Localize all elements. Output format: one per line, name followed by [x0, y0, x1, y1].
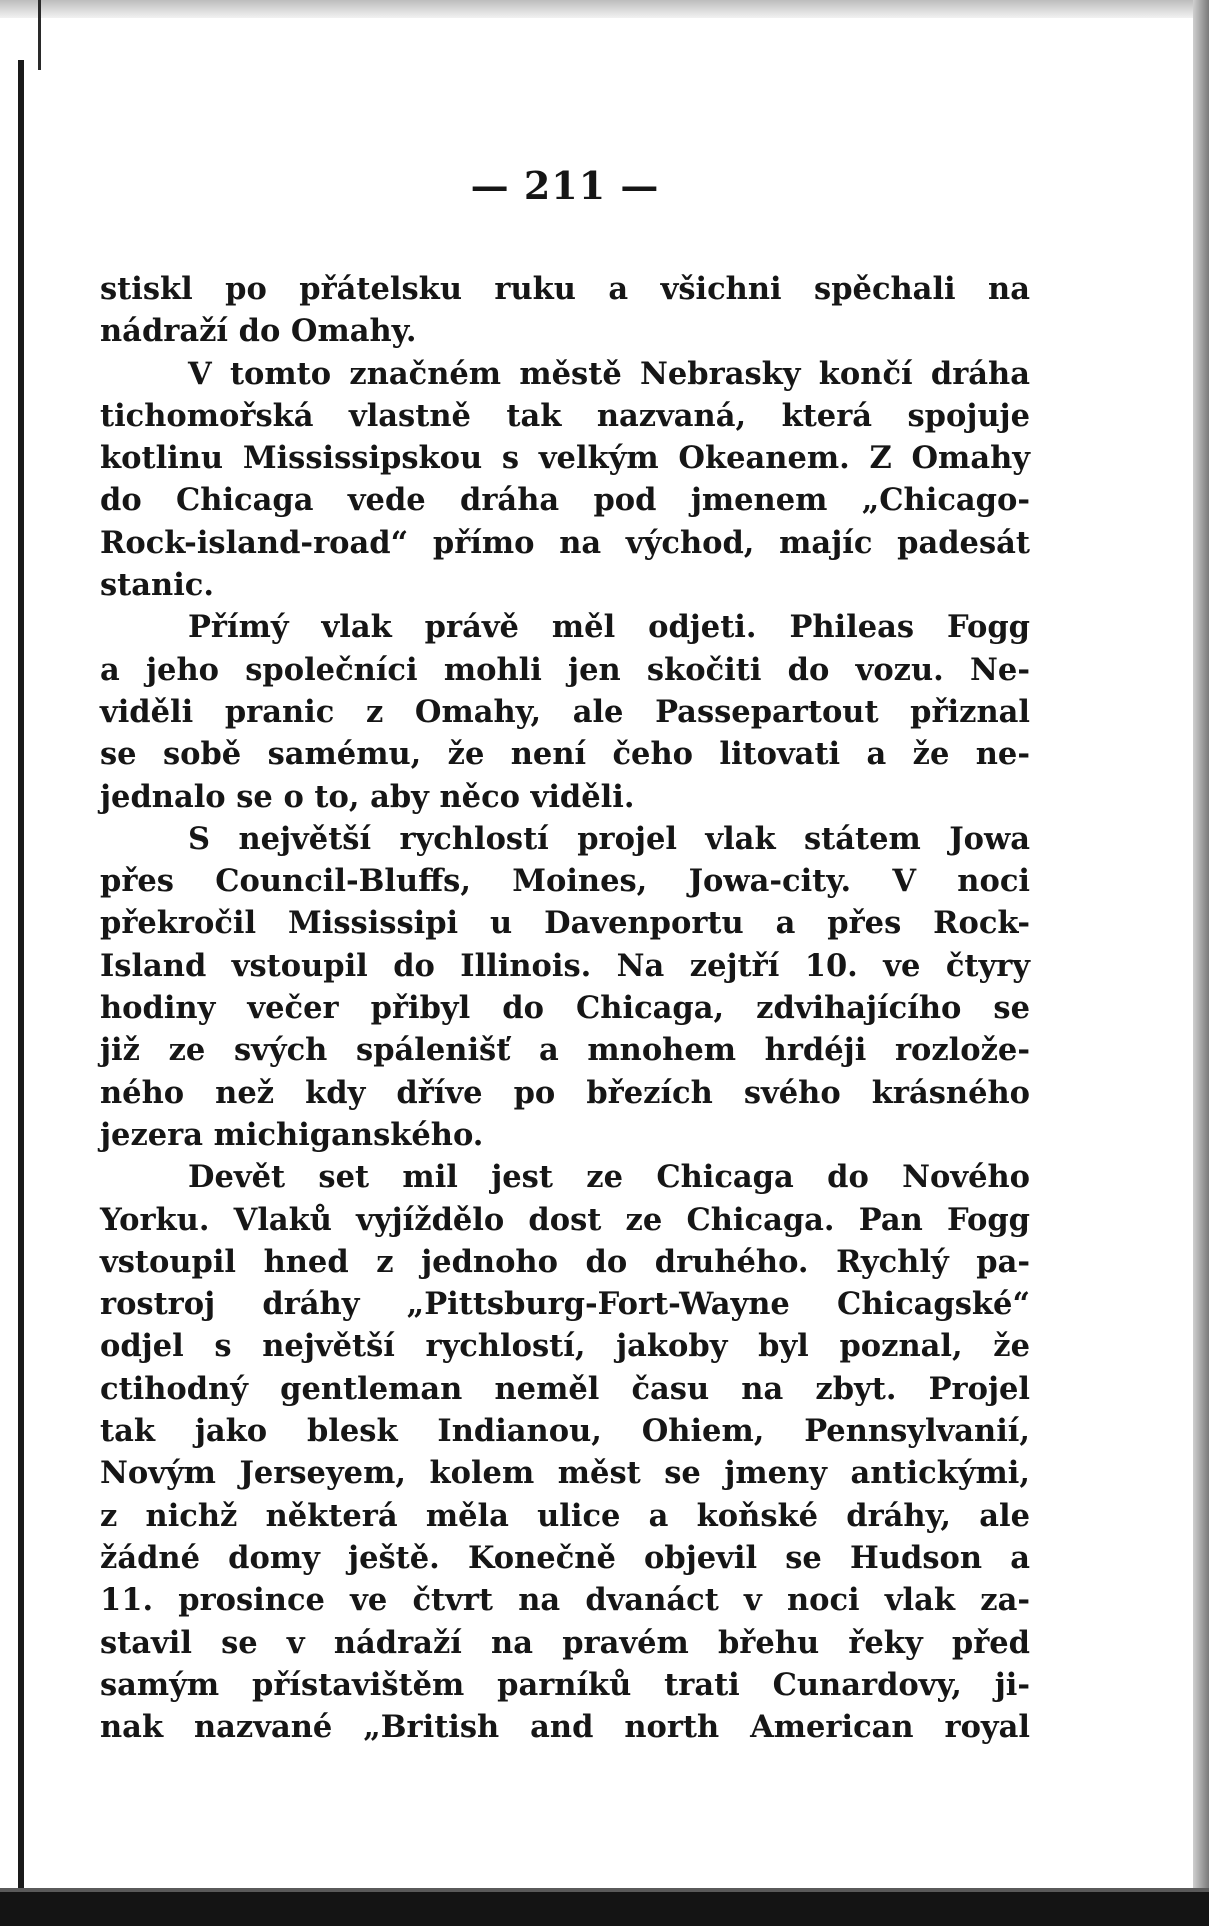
- binding-mark-top: [38, 0, 41, 70]
- text-line: žádné domy ještě. Konečně objevil se Hudson a: [100, 1539, 1030, 1576]
- text-line: S největší rychlostí projel vlak státem Jowa: [188, 820, 1030, 857]
- text-line: V tomto značném městě Nebrasky končí dráha: [188, 355, 1030, 392]
- text-line: stanic.: [100, 567, 214, 604]
- text-line: nak nazvané „British and north American royal: [100, 1709, 1030, 1746]
- text-line: Novým Jerseyem, kolem měst se jmeny antickými,: [100, 1455, 1030, 1492]
- text-line: se sobě samému, že není čeho litovati a že ne-: [100, 736, 1030, 773]
- text-line: jezera michiganského.: [100, 1116, 484, 1153]
- text-line: 11. prosince ve čtvrt na dvanáct v noci vlak za-: [100, 1582, 1030, 1619]
- text-line: stavil se v nádraží na pravém břehu řeky před: [100, 1624, 1030, 1661]
- text-line: tichomořská vlastně tak nazvaná, která spojuje: [100, 397, 1030, 434]
- bottom-scan-border: [0, 1892, 1209, 1926]
- text-line: nádraží do Omahy.: [100, 313, 417, 350]
- text-line: stiskl po přátelsku ruku a všichni spěchali na: [100, 271, 1030, 307]
- text-line: Rock-island-road“ přímo na východ, majíc padesát: [100, 524, 1030, 561]
- text-line: Devět set mil jest ze Chicaga do Nového: [188, 1159, 1030, 1196]
- text-line: z nichž některá měla ulice a koňské dráhy, ale: [100, 1497, 1030, 1534]
- text-line: samým přístavištěm parníků trati Cunardovy, ji-: [100, 1666, 1030, 1703]
- text-line: rostroj dráhy „Pittsburg-Fort-Wayne Chicagské“: [100, 1286, 1030, 1323]
- text-line: vstoupil hned z jednoho do druhého. Rychlý pa-: [100, 1243, 1030, 1280]
- binding-edge: [18, 60, 24, 1890]
- text-line: Island vstoupil do Illinois. Na zejtří 10. ve čtyry: [100, 947, 1030, 984]
- text-line: ctihodný gentleman neměl času na zbyt. Projel: [100, 1370, 1030, 1407]
- text-line: již ze svých spálenišť a mnohem hrdéji rozlože-: [100, 1032, 1030, 1069]
- text-line: viděli pranic z Omahy, ale Passepartout přiznal: [100, 693, 1030, 730]
- text-line: Přímý vlak právě měl odjeti. Phileas Fogg: [188, 609, 1030, 646]
- text-line: Yorku. Vlaků vyjíždělo dost ze Chicaga. Pan Fogg: [100, 1201, 1030, 1238]
- body-text: [100, 268, 1030, 1748]
- text-line: ného než kdy dříve po březích svého krásného: [100, 1074, 1030, 1111]
- text-line: tak jako blesk Indianou, Ohiem, Pennsylvanií,: [100, 1413, 1030, 1450]
- top-edge-shadow: [0, 0, 1209, 18]
- text-line: jednalo se o to, aby něco viděli.: [100, 778, 635, 815]
- text-line: přes Council-Bluffs, Moines, Jowa-city. V noci: [100, 863, 1030, 900]
- text-line: do Chicaga vede dráha pod jmenem „Chicago-: [100, 482, 1030, 519]
- text-line: kotlinu Mississipskou s velkým Okeanem. Z Omahy: [100, 440, 1030, 477]
- right-edge-shadow: [1193, 0, 1209, 1926]
- page-number: — 211 —: [470, 163, 660, 208]
- text-line: hodiny večer přibyl do Chicaga, zdvihajícího se: [100, 990, 1030, 1027]
- text-line: překročil Mississipi u Davenportu a přes Rock-: [100, 905, 1030, 942]
- text-line: a jeho společníci mohli jen skočiti do vozu. Ne-: [100, 651, 1030, 688]
- text-line: odjel s největší rychlostí, jakoby byl poznal, že: [100, 1328, 1030, 1365]
